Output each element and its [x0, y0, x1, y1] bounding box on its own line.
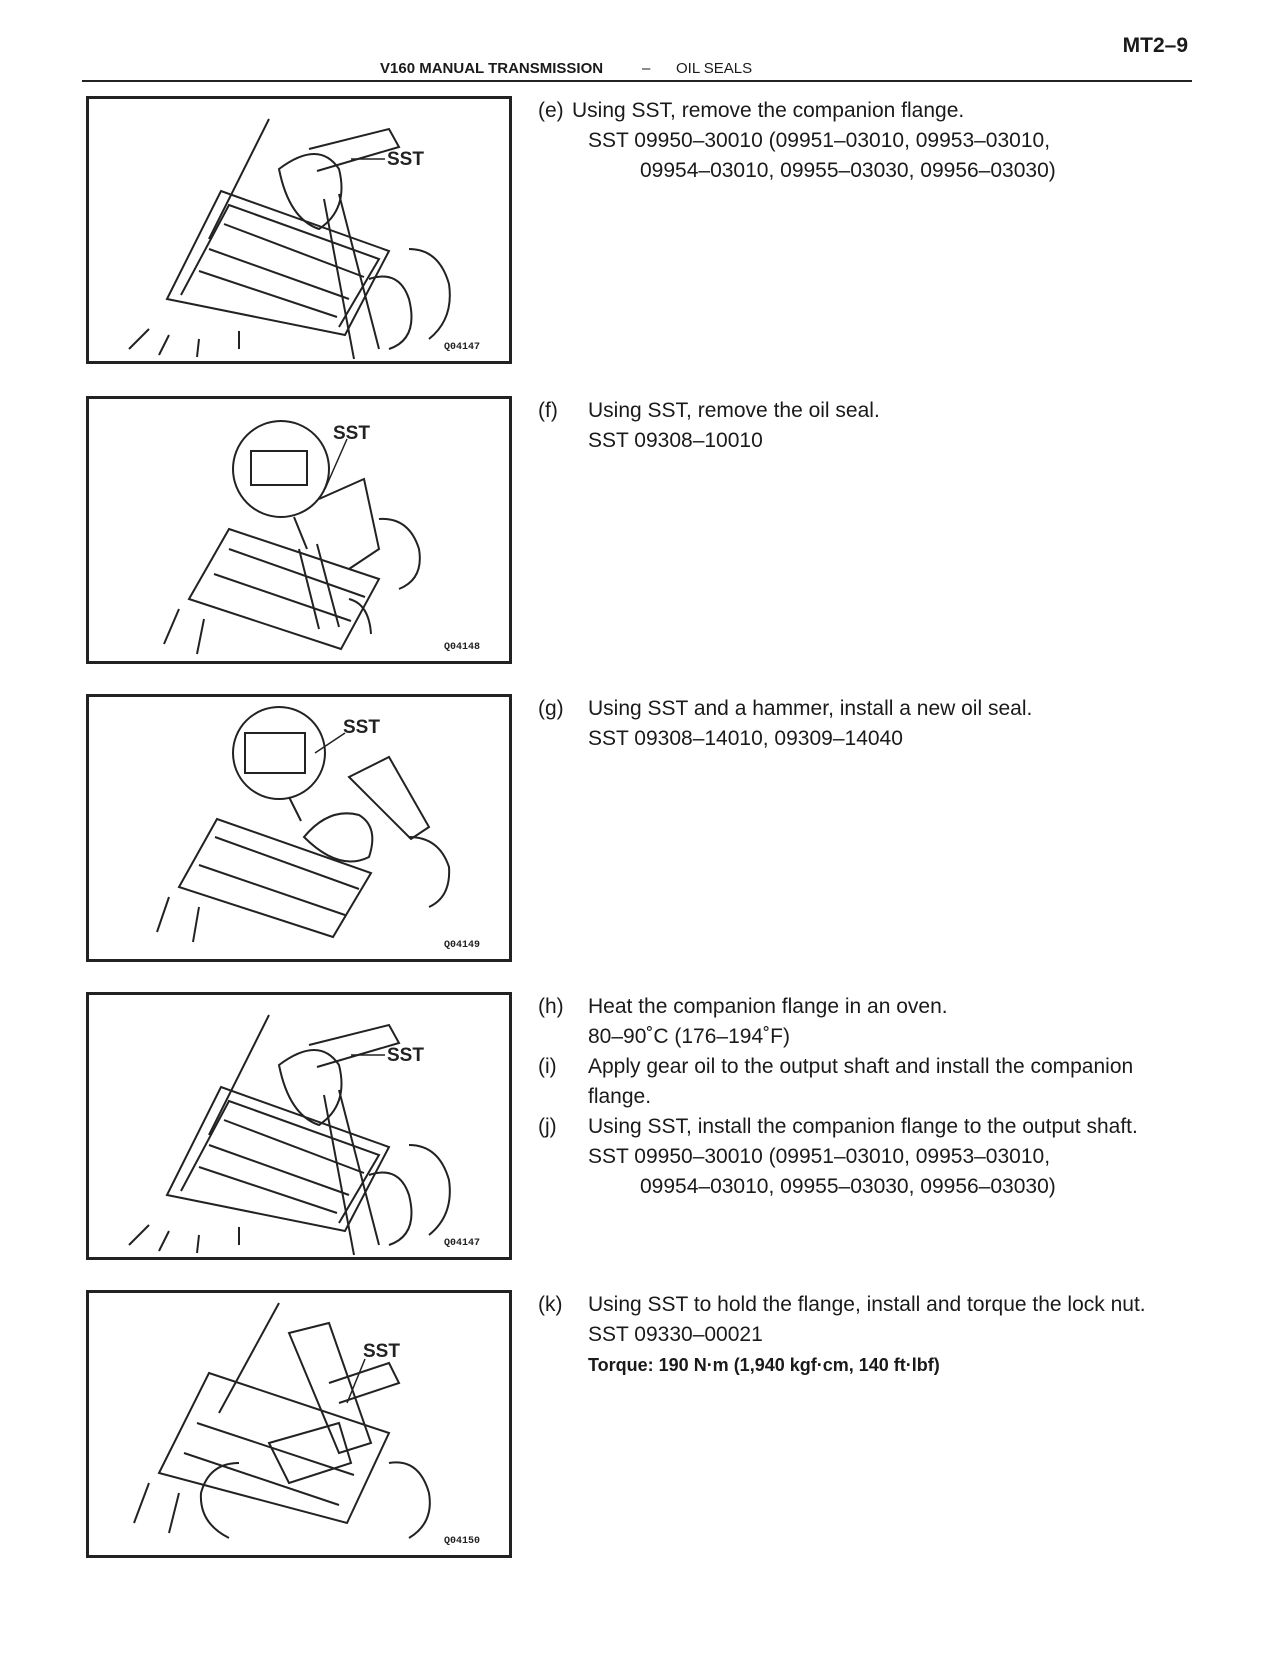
figure-code: Q04148 — [444, 642, 481, 653]
step-label: (k) — [538, 1293, 563, 1316]
figure-code: Q04150 — [444, 1536, 481, 1547]
step-e-text — [538, 96, 1196, 186]
step-instruction-cont: flange. — [588, 1085, 652, 1108]
step-label: (h) — [538, 995, 564, 1018]
figure-callout-sst: SST — [363, 1341, 400, 1362]
temperature-spec: 80–90˚C (176–194˚F) — [588, 1025, 790, 1048]
step-instruction: Apply gear oil to the output shaft and install the companion — [588, 1055, 1134, 1078]
sst-number: SST 09950–30010 (09951–03010, 09953–03010, — [588, 1145, 1051, 1168]
step-instruction: Using SST to hold the flange, install and torque the lock nut. — [588, 1293, 1146, 1316]
figure-install-companion-flange — [86, 992, 512, 1260]
step-k-text — [538, 1290, 1196, 1380]
figure-callout-sst: SST — [343, 717, 380, 738]
step-f-text — [538, 396, 1196, 456]
step-h-i-j-text — [538, 992, 1196, 1202]
step-label: (e) — [538, 99, 564, 122]
transmission-illustration — [89, 995, 509, 1257]
step-label: (j) — [538, 1115, 557, 1138]
figure-code: Q04147 — [444, 342, 481, 353]
header-rule — [82, 80, 1192, 82]
step-label: (i) — [538, 1055, 557, 1078]
section-title: V160 MANUAL TRANSMISSION — [380, 60, 604, 77]
sst-number: SST 09950–30010 (09951–03010, 09953–03010, — [588, 129, 1051, 152]
figure-callout-sst: SST — [333, 423, 370, 444]
page-number: MT2–9 — [1122, 34, 1188, 57]
step-g-text — [538, 694, 1196, 754]
header-separator: – — [642, 60, 651, 77]
subsection-title: OIL SEALS — [676, 60, 753, 77]
figure-code: Q04147 — [444, 1238, 481, 1249]
step-instruction: Using SST, remove the companion flange. — [572, 99, 965, 122]
step-instruction: Heat the companion flange in an oven. — [588, 995, 948, 1018]
step-instruction: Using SST, remove the oil seal. — [588, 399, 880, 422]
transmission-illustration — [89, 99, 509, 361]
step-label: (f) — [538, 399, 558, 422]
oil-seal-install-illustration — [89, 697, 509, 959]
figure-code: Q04149 — [444, 940, 481, 951]
sst-number: SST 09308–14010, 09309–14040 — [588, 727, 903, 750]
lock-nut-torque-illustration — [89, 1293, 509, 1555]
torque-spec: Torque: 190 N·m (1,940 kgf·cm, 140 ft·lbf) — [588, 1355, 940, 1375]
sst-number-cont: 09954–03010, 09955–03030, 09956–03030) — [640, 1175, 1056, 1198]
sst-number: SST 09330–00021 — [588, 1323, 763, 1346]
figure-callout-sst: SST — [387, 149, 424, 170]
figure-remove-oil-seal — [86, 396, 512, 664]
step-instruction: Using SST and a hammer, install a new oil seal. — [588, 697, 1033, 720]
sst-number-cont: 09954–03010, 09955–03030, 09956–03030) — [640, 159, 1056, 182]
figure-torque-lock-nut — [86, 1290, 512, 1558]
figure-install-oil-seal — [86, 694, 512, 962]
figure-remove-companion-flange — [86, 96, 512, 364]
step-instruction: Using SST, install the companion flange to the output shaft. — [588, 1115, 1138, 1138]
sst-number: SST 09308–10010 — [588, 429, 763, 452]
oil-seal-removal-illustration — [89, 399, 509, 661]
step-label: (g) — [538, 697, 564, 720]
figure-callout-sst: SST — [387, 1045, 424, 1066]
